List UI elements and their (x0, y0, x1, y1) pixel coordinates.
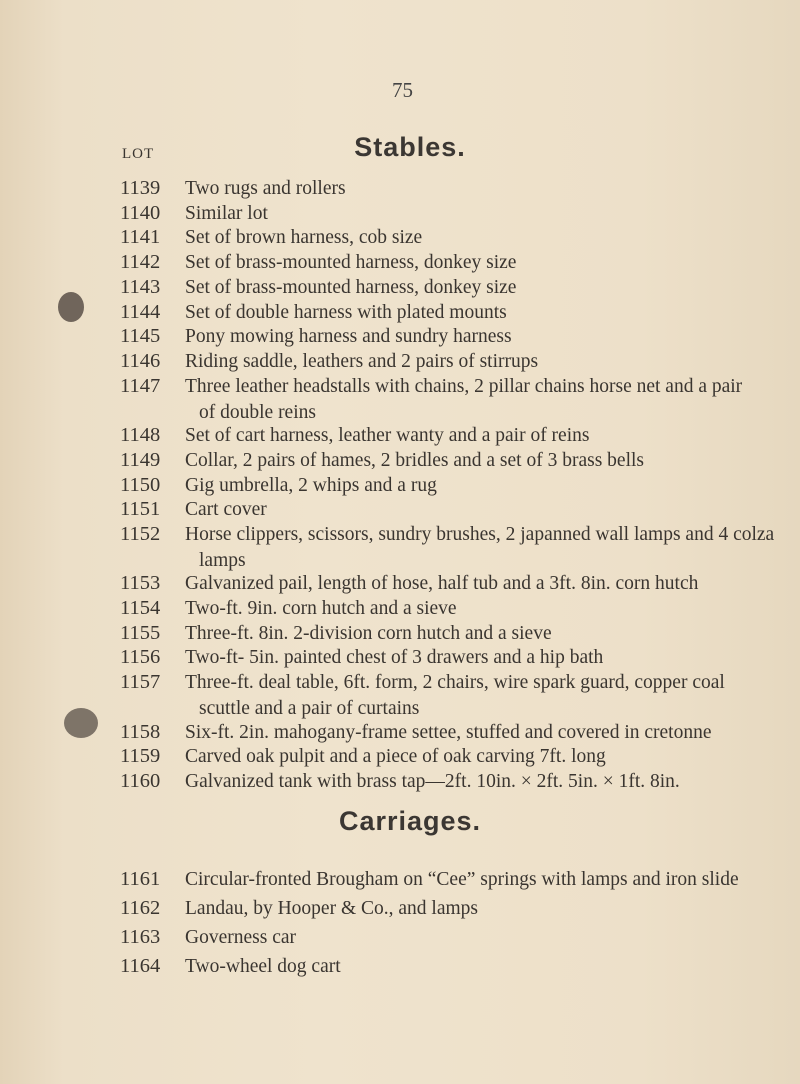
lot-description: Set of brown harness, cob size (185, 227, 423, 248)
lot-number: 1142 (120, 251, 161, 273)
lot-description-line: Three leather headstalls with chains, 2 pillar chains horse net and a pair (185, 376, 743, 397)
lot-description: Six-ft. 2in. mahogany-frame settee, stuffed and covered in cretonne (185, 722, 712, 743)
lot-description-continuation: of double reins (199, 402, 316, 423)
lot-number: 1155 (120, 622, 161, 644)
lot-number: 1152 (120, 523, 161, 545)
lot-column-header: LOT (122, 146, 155, 162)
lot-number: 1151 (120, 498, 161, 520)
ink-stain (58, 292, 84, 322)
lot-description: Pony mowing harness and sundry harness (185, 326, 512, 347)
lot-description (185, 670, 785, 722)
lot-number: 1162 (120, 897, 161, 919)
lot-description: Cart cover (185, 499, 267, 520)
lot-number: 1164 (120, 955, 161, 977)
ink-stain (64, 708, 98, 738)
lot-number: 1146 (120, 350, 161, 372)
lot-description: Two-ft- 5in. painted chest of 3 drawers and a hip bath (185, 647, 604, 668)
lot-description: Landau, by Hooper & Co., and lamps (185, 898, 478, 919)
lot-description: Two rugs and rollers (185, 178, 346, 199)
lot-number: 1141 (120, 226, 161, 248)
lot-description: Collar, 2 pairs of hames, 2 bridles and a set of 3 brass bells (185, 450, 644, 471)
lot-number: 1144 (120, 301, 161, 323)
lot-number: 1160 (120, 770, 161, 792)
lot-number: 1163 (120, 926, 161, 948)
lot-description-line: Horse clippers, scissors, sundry brushes, 2 japanned wall lamps and 4 colza (185, 524, 775, 545)
lot-description-line: Three-ft. deal table, 6ft. form, 2 chairs, wire spark guard, copper coal (185, 672, 725, 693)
lot-description: Galvanized pail, length of hose, half tub and a 3ft. 8in. corn hutch (185, 573, 699, 594)
lot-number: 1157 (120, 671, 161, 693)
lot-number: 1153 (120, 572, 161, 594)
lot-description: Similar lot (185, 203, 268, 224)
lot-description: Galvanized tank with brass tap—2ft. 10in. × 2ft. 5in. × 1ft. 8in. (185, 771, 680, 792)
lot-description: Gig umbrella, 2 whips and a rug (185, 475, 437, 496)
lot-description (185, 522, 785, 574)
lot-description-continuation: scuttle and a pair of curtains (199, 698, 420, 719)
lot-number: 1149 (120, 449, 161, 471)
lot-description: Riding saddle, leathers and 2 pairs of stirrups (185, 351, 539, 372)
lot-number: 1140 (120, 202, 161, 224)
lot-description: Set of double harness with plated mounts (185, 302, 507, 323)
lot-description: Circular-fronted Brougham on “Cee” springs with lamps and iron slide (185, 869, 739, 890)
lot-number: 1154 (120, 597, 161, 619)
lot-number: 1147 (120, 375, 161, 397)
lot-number: 1139 (120, 177, 161, 199)
lot-number: 1150 (120, 474, 161, 496)
lot-description: Set of brass-mounted harness, donkey size (185, 252, 517, 273)
lot-number: 1148 (120, 424, 161, 446)
lot-description: Carved oak pulpit and a piece of oak carving 7ft. long (185, 746, 606, 767)
lot-description: Two-wheel dog cart (185, 956, 341, 977)
lot-description-continuation: lamps (199, 550, 246, 571)
lot-number: 1145 (120, 325, 161, 347)
lot-description: Set of brass-mounted harness, donkey size (185, 277, 517, 298)
section-title-carriages: Carriages. (338, 806, 482, 836)
lot-number: 1143 (120, 276, 161, 298)
lot-number: 1158 (120, 721, 161, 743)
lot-number: 1156 (120, 646, 161, 668)
lot-number: 1159 (120, 745, 161, 767)
section-title-stables: Stables. (354, 132, 466, 162)
page-number: 75 (392, 78, 413, 102)
lot-number: 1161 (120, 868, 161, 890)
lot-description: Three-ft. 8in. 2-division corn hutch and a sieve (185, 623, 552, 644)
lot-description: Governess car (185, 927, 296, 948)
lot-description: Two-ft. 9in. corn hutch and a sieve (185, 598, 457, 619)
lot-description: Set of cart harness, leather wanty and a pair of reins (185, 425, 590, 446)
lot-description (185, 374, 785, 426)
